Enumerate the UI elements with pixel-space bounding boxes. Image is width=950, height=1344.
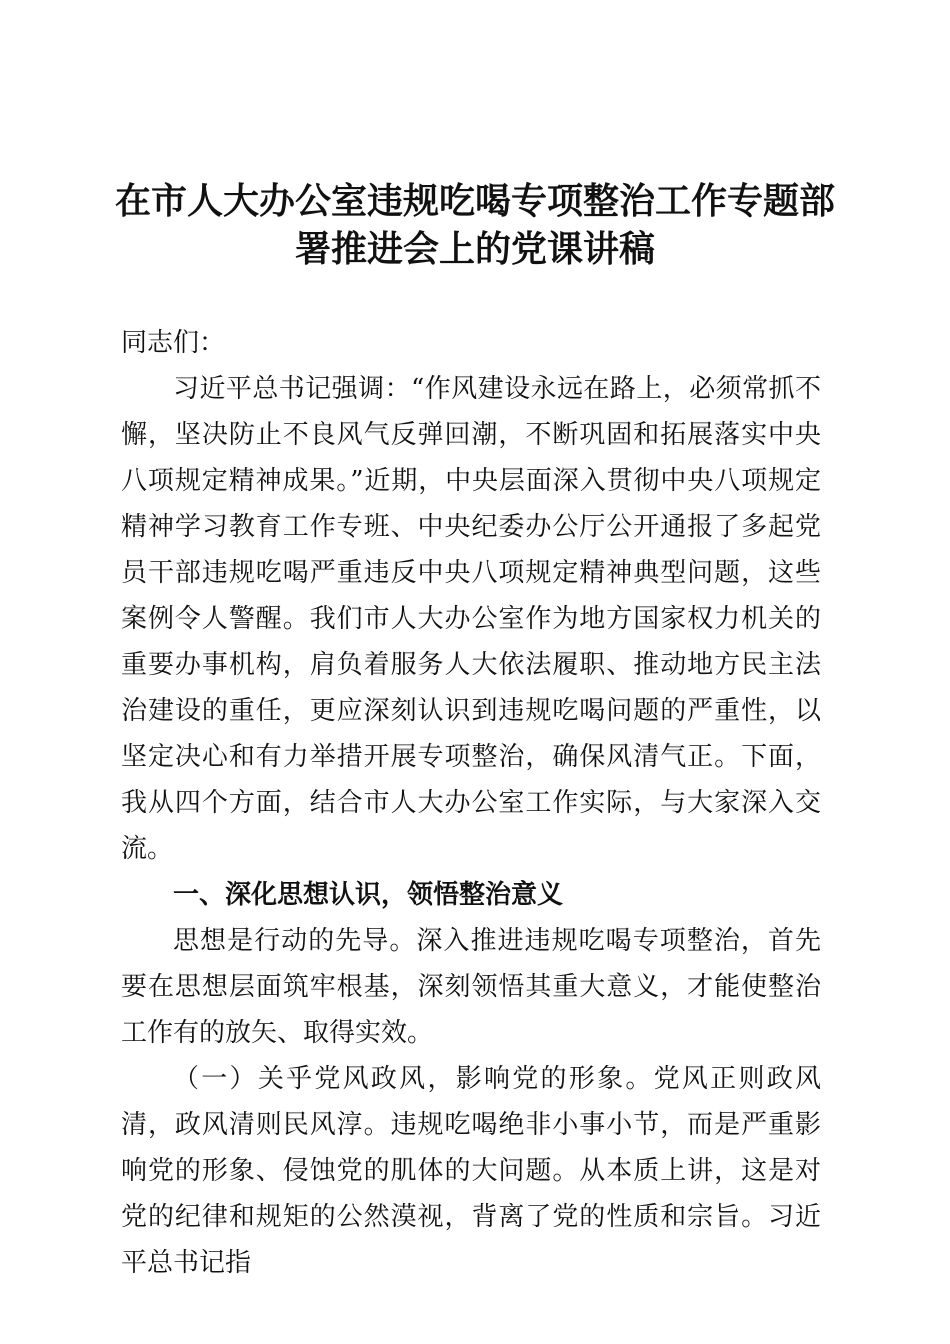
- section-1-intro-paragraph: 思想是行动的先导。深入推进违规吃喝专项整治，首先要在思想层面筑牢根基，深刻领悟其重大意义，才能使整治工作有的放矢、取得实效。: [121, 926, 821, 1048]
- section-heading-1: 一、深化思想认识，领悟整治意义: [173, 880, 564, 910]
- intro-paragraph: 习近平总书记强调：“作风建设永远在路上，必须常抓不懈，坚决防止不良风气反弹回潮，不断巩固和拓展落实中央八项规定精神成果。”近期，中央层面深入贯彻中央八项规定精神学习教育工作专班、中央纪委办公厅公开通报了多起党员干部违规吃喝严重违反中央八项规定精神典型问题，这些案例令人警醒。我们市人大办公室作为地方国家权力机关的重要办事机构，肩负着服务人大依法履职、推动地方民主法治建设的重任，更应深刻认识到违规吃喝问题的严重性，以坚定决心和有力举措开展专项整治，确保风清气正。下面，我从四个方面，结合市人大办公室工作实际，与大家深入交流。: [121, 374, 821, 864]
- document-body: [121, 320, 821, 1286]
- document-title: 在市人大办公室违规吃喝专项整治工作专题部署推进会上的党课讲稿: [114, 181, 835, 270]
- subsection-1-paragraph: （一）关乎党风政风，影响党的形象。党风正则政风清，政风清则民风淳。违规吃喝绝非小事小节，而是严重影响党的形象、侵蚀党的肌体的大问题。从本质上讲，这是对党的纪律和规矩的公然漠视，背离了党的性质和宗旨。习近平总书记指: [121, 1064, 821, 1278]
- salutation: 同志们：: [121, 328, 226, 358]
